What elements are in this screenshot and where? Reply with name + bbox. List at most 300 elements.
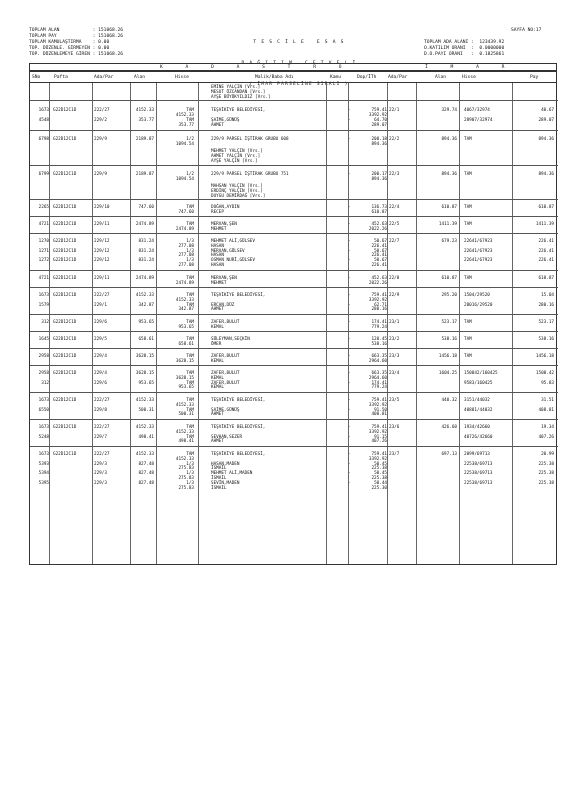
header-ratio-line: TOPLAM ADA ALANI : 123439.92 [424,40,505,45]
cell-alan: 500.31 [138,407,154,413]
cell-adapar: 229/8 [94,407,107,413]
cell-pafta: G22D12C1D [53,239,77,244]
cell-alan: 4152.33 [135,452,154,457]
col-hisse: Hisse [175,75,189,80]
cell-malik: DOĞAN,AYDIN [211,205,240,210]
cell-pay: 19.34 [541,425,554,430]
cell-ihisse: 22538/69713 [464,461,493,467]
cell-malik: AHMET [211,439,224,445]
cell-dop: 610.87 [371,209,387,215]
row-separator [30,392,558,393]
cell-malik: TEŞVİKİYE BELEDİYESİ, [211,108,266,113]
cell-pafta: G22D12C1D [53,425,77,430]
cell-hisse: 2474.89 [175,226,194,232]
cell-adapar: 222/27 [94,108,110,113]
cell-ihisse: 2099/69713 [464,452,490,457]
cell-sno: 1645 [38,337,49,342]
cell-ialan: 523.17 [441,320,457,325]
cell-dop: 779.24 [371,385,387,391]
title-line-1: T E S C İ L E E S A S [253,40,345,45]
cell-alan: 2474.89 [135,222,154,227]
cell-hisse: 1/3 [186,258,194,264]
cell-hisse: 277.08 [178,263,194,268]
cell-pafta: G22D12C1D [53,293,77,298]
cell-dop: 2022.26 [368,280,387,286]
cell-sno: 2265 [38,205,49,210]
cell-pay: 538.16 [538,337,554,342]
cell-malik: 229/9 PARSEL İŞTİRAK GRUBU 751 [211,172,289,177]
cell-pay: 1508.42 [535,371,554,376]
row-separator [30,270,558,271]
cell-dop: 62.71 [374,302,387,308]
cell-hisse: 498.41 [178,439,194,445]
cell-dop: 200.18 [371,137,387,142]
cell-adapar: 229/10 [94,205,110,210]
cell-hisse: TAM [186,320,194,325]
table-row [30,178,558,183]
cell-pay: 225.38 [538,461,554,467]
cell-alan: 658.61 [138,337,154,342]
cell-malik: 229/9 PARSEL İŞTİRAK GRUBU 608 [211,137,289,142]
cell-dop: 91.15 [374,434,387,440]
table-row [30,413,558,418]
cell-alan: 2474.89 [135,276,154,281]
cell-ialan: 1456.18 [438,354,457,359]
cell-malik: ZAFER,BULUT [211,371,240,376]
cell-adapar: 229/12 [94,239,110,244]
cell-malik: MERVAN,ŞEN [211,276,237,281]
cell-ihisse: TAM [464,137,472,142]
cell-malik: İSMAİL [211,485,227,491]
cell-hisse: TAM [186,452,194,457]
imar-label: İ M A R [425,65,515,70]
cell-hisse: 953.65 [178,324,194,330]
header-total-line: TOP. DÜZENLEMEYE GİREN : 151068.26 [29,52,124,57]
cell-kamu: - [348,222,351,227]
cell-hisse: 1/3 [186,239,194,244]
cell-ialan: 610.87 [441,276,457,281]
cell-ihisse: 22538/69713 [464,471,493,477]
header-total-line: TOPLAM PAY : 151068.26 [29,34,124,39]
cell-iadapar: 23/7 [389,452,400,457]
cell-dop: 136.73 [371,205,387,210]
cell-malik: MAHSAN YALÇIN [Vrs.] [211,184,263,189]
cell-pay: 280.16 [538,302,554,308]
cell-malik: AHMET [211,412,224,418]
cell-dop: 3392.92 [368,429,387,435]
cell-dop: 663.35 [371,354,387,359]
cell-adapar: 229/9 [94,137,107,142]
cell-dop: 407.26 [371,439,387,445]
cell-dop: 452.63 [371,276,387,281]
cell-kamu: - [348,407,351,413]
cell-dop: 2964.60 [368,358,387,364]
cell-hisse: 275.83 [178,466,194,472]
cell-malik: ERCAN,DÜZ [211,302,235,308]
cell-ialan: 329.74 [441,108,457,113]
cell-dop: 174.41 [371,380,387,386]
cell-sno: 1271 [38,248,49,254]
cell-alan: 953.65 [138,380,154,386]
cell-hisse: TAM [186,371,194,376]
cell-malik: MEHMET YALÇIN [Vrs.] [211,149,263,154]
cell-iadapar: 23/4 [389,371,400,376]
cell-ihisse: 4067/32974 [464,108,490,113]
cell-adapar: 229/5 [94,337,107,342]
title-line-3: ( İMAR PARSELİNE SIRALI ) [249,82,349,87]
cell-dop: 538.16 [371,341,387,347]
cell-kamu: - [348,371,351,376]
cell-pay: 20.99 [541,452,554,457]
cell-hisse: 4152.33 [175,297,194,303]
cell-malik: AHMET [211,122,224,128]
cell-alan: 831.24 [138,258,154,264]
cell-malik: ZAFER,BULUT [211,354,240,359]
cell-dop: 50.45 [374,461,387,467]
cell-ialan: 295.20 [441,293,457,298]
cell-sno: 4548 [38,118,49,123]
cell-pay: 15.04 [541,293,554,298]
cell-pay: 226.41 [538,239,554,244]
cell-iadapar: 22/2 [389,137,400,142]
cell-malik: AHMET [211,307,224,313]
cell-ihisse: 150842/160425 [464,371,498,376]
cell-sno: 312 [41,320,49,325]
cell-dop: 759.41 [371,425,387,430]
cell-dop: 894.36 [371,176,387,182]
cell-dop: 120.45 [371,337,387,342]
cell-pay: 225.38 [538,480,554,486]
cell-dop: 225.38 [371,466,387,472]
cell-dop: 225.38 [371,476,387,481]
cell-adapar: 222/27 [94,452,110,457]
cell-malik: DUYGU DEMİRDAĞ [Vrs.] [211,193,266,199]
kadastro-label: K A D A S T R O [160,65,352,70]
table-row [30,386,558,391]
cell-kamu: - [348,461,351,467]
cell-sno: 1673 [38,108,49,113]
cell-hisse: TAM [186,118,194,123]
cell-sno: 5248 [38,434,49,440]
table-row [30,264,558,269]
cell-malik: MERVAN,GÜLSEV [211,248,245,254]
cell-ialan: 610.87 [441,205,457,210]
cell-pafta: G22D12C1D [53,452,77,457]
title-line-2: D A Ğ I T I M C E T V E L İ [241,61,357,66]
cell-ihisse: TAM [464,354,472,359]
cell-pay: 225.38 [538,471,554,477]
cell-kamu: - [348,380,351,386]
cell-pay: 289.07 [538,118,554,123]
cell-hisse: TAM [186,354,194,359]
cell-dop: 759.41 [371,452,387,457]
cell-hisse: TAM [186,407,194,413]
cell-pay: 407.26 [538,434,554,440]
header-ratio-line: O.KATILIM ORANI : 0.0000000 [424,46,505,51]
cell-iadapar: 22/7 [389,239,400,244]
cell-ihisse: 28016/29520 [464,302,493,308]
table-row [30,160,558,165]
cell-kamu: - [348,302,351,308]
cell-sno: 2958 [38,371,49,376]
cell-hisse: 2474.89 [175,280,194,286]
cell-adapar: 229/6 [94,320,107,325]
cell-ialan: 1604.25 [438,371,457,376]
col-pay: Pay [530,75,539,80]
cell-pafta: G22D12C1D [53,337,77,342]
cell-pay: 894.36 [538,172,554,177]
cell-adapar: 222/27 [94,398,110,403]
table-row [30,124,558,129]
cell-dop: 50.67 [374,248,387,254]
cell-adapar: 229/12 [94,258,110,264]
cell-malik: TEŞVİKİYE BELEDİYESİ, [211,293,266,298]
cell-pay: 95.83 [541,380,554,386]
cell-kamu: - [348,172,351,177]
table-row [30,326,558,331]
cell-alan: 4152.33 [135,398,154,403]
cell-dop: 759.41 [371,108,387,113]
cell-pafta: G22D12C1D [53,320,77,325]
cell-alan: 3628.15 [135,371,154,376]
distribution-table [29,83,557,565]
cell-alan: 831.24 [138,239,154,244]
cell-iadapar: 23/3 [389,354,400,359]
table-row [30,211,558,216]
cell-hisse: 4152.33 [175,112,194,118]
cell-ialan: 894.36 [441,172,457,177]
cell-malik: MEHMET ALİ,GÜLSEV [211,239,255,244]
cell-ialan: 697.13 [441,452,457,457]
cell-malik: ŞAİME,GÜNÜŞ [211,118,240,123]
cell-malik: MESUT ÖZCANDAN [Vrs.] [211,89,266,95]
cell-dop: 452.63 [371,222,387,227]
cell-dop: 759.41 [371,293,387,298]
table-row [30,487,558,492]
cell-iadapar: 23/1 [389,320,400,325]
cell-dop: 50.67 [374,258,387,264]
cell-malik: SÜLEYMAN,SEÇKİN [211,337,250,342]
col-malik: Malik/Baba Adı [255,75,294,80]
cell-malik: SEVHAN,SEZER [211,434,243,440]
cell-hisse: TAM [186,276,194,281]
col-imar-hisse: Hisse [462,75,476,80]
cell-pafta: G22D12C1D [53,248,77,254]
cell-iadapar: 22/5 [389,222,400,227]
cell-malik: KEMAL [211,324,224,330]
cell-adapar: 229/7 [94,434,107,440]
cell-ialan: 894.36 [441,137,457,142]
cell-iadapar: 22/3 [389,172,400,177]
cell-adapar: 229/11 [94,222,110,227]
cell-ihisse: 1934/42660 [464,425,490,430]
cell-iadapar: 23/6 [389,425,400,430]
cell-ihisse: 40881/44032 [464,407,493,413]
cell-alan: 827.48 [138,480,154,486]
cell-sno: 6798 [38,137,49,142]
cell-pafta: G22D12C1D [53,258,77,264]
table-row [30,228,558,233]
cell-malik: İSMAİL [211,476,227,481]
col-dop: Dop/İTh [357,75,377,80]
cell-hisse: TAM [186,380,194,386]
cell-kamu: - [348,118,351,123]
col-alan: Alan [134,75,146,80]
cell-dop: 226.41 [371,243,387,249]
col-adapar: Ada/Par [94,75,114,80]
cell-hisse: TAM [186,108,194,113]
cell-hisse: 4152.33 [175,429,194,435]
cell-pafta: G22D12C1D [53,371,77,376]
cell-hisse: TAM [186,302,194,308]
cell-sno: 1673 [38,425,49,430]
cell-hisse: 3628.15 [175,375,194,381]
cell-malik: AYŞE BÜYÜKYILDIZ [Vrs.] [211,94,271,100]
cell-malik: ZAFER,BULUT [211,380,240,386]
header-total-line: TOPLAM KAMULAŞTIRMA : 0.00 [29,40,110,45]
row-separator [30,287,558,288]
cell-dop: 200.17 [371,172,387,177]
cell-sno: 6550 [38,407,49,413]
cell-kamu: - [348,425,351,430]
col-imar-alan: Alan [435,75,447,80]
cell-alan: 953.65 [138,320,154,325]
cell-kamu: - [348,258,351,264]
cell-ihisse: TAM [464,205,472,210]
cell-kamu: - [348,337,351,342]
cell-dop: 174.41 [371,320,387,325]
table-row [30,360,558,365]
cell-malik: HASAN [211,253,224,259]
col-kamu: Kamu [330,75,342,80]
cell-malik: AHMET YALÇIN [Vrs.] [211,153,261,159]
section-band [29,63,557,71]
cell-adapar: 229/4 [94,371,107,376]
cell-dop: 3392.92 [368,402,387,408]
row-separator [30,419,558,420]
cell-sno: 1673 [38,293,49,298]
cell-ihisse: 40726/42660 [464,434,493,440]
cell-hisse: 953.65 [178,385,194,391]
cell-dop: 2022.26 [368,226,387,232]
cell-hisse: 500.31 [178,412,194,418]
cell-ihisse: 3151/44032 [464,398,490,403]
cell-pafta: G22D12C1D [53,398,77,403]
cell-alan: 831.24 [138,248,154,254]
cell-ihisse: 28907/32974 [464,118,493,123]
cell-ihisse: TAM [464,337,472,342]
row-separator [30,233,558,234]
cell-dop: 91.50 [374,407,387,413]
cell-hisse: 4152.33 [175,456,194,462]
cell-sno: 2958 [38,354,49,359]
cell-hisse: 353.77 [178,122,194,128]
table-row [30,96,558,101]
table-row [30,282,558,287]
cell-pay: 31.51 [541,398,554,403]
cell-dop: 280.16 [371,307,387,313]
cell-malik: HASAN [211,243,224,249]
cell-alan: 498.41 [138,434,154,440]
cell-malik: TEŞVİKİYE BELEDİYESİ, [211,398,266,403]
cell-pafta: G22D12C1D [53,222,77,227]
cell-malik: ÖMER [211,341,222,347]
cell-hisse: 1094.54 [175,176,194,182]
cell-hisse: 1/3 [186,480,194,486]
cell-malik: KEMAL [211,375,224,381]
cell-hisse: 1/3 [186,471,194,477]
cell-pay: 1456.18 [535,354,554,359]
cell-alan: 2189.87 [135,172,154,177]
table-row [30,143,558,148]
cell-malik: ZAFER,BULUT [211,320,240,325]
cell-hisse: 1094.54 [175,141,194,147]
cell-hisse: 342.87 [178,307,194,313]
cell-adapar: 229/6 [94,380,107,386]
cell-hisse: 277.08 [178,243,194,249]
cell-hisse: 3628.15 [175,358,194,364]
cell-kamu: - [348,434,351,440]
cell-alan: 747.60 [138,205,154,210]
cell-hisse: TAM [186,222,194,227]
cell-malik: EMİNE YALÇIN [Vrs.] [211,85,261,90]
cell-dop: 50.45 [374,471,387,477]
cell-malik: HASAN [211,263,224,268]
cell-ialan: 440.32 [441,398,457,403]
cell-pay: 610.87 [538,205,554,210]
row-separator [30,446,558,447]
row-separator [30,130,558,131]
cell-ihisse: TAM [464,276,472,281]
cell-dop: 663.35 [371,371,387,376]
cell-hisse: 1/3 [186,248,194,254]
cell-sno: 1579 [38,302,49,308]
cell-malik: AYŞE YALÇIN [Vrs.] [211,158,258,164]
cell-malik: MEHMET ALİ,MADEN [211,471,253,477]
cell-malik: MEHMET [211,226,227,232]
column-headers [29,71,557,83]
cell-malik: ERDİNÇ YALÇIN [Vrs.] [211,188,263,194]
cell-pay: 408.81 [538,407,554,413]
cell-hisse: 275.83 [178,476,194,481]
cell-kamu: - [348,239,351,244]
cell-pafta: G22D12C1D [53,205,77,210]
cell-hisse: TAM [186,205,194,210]
header-ratio-line: D.O.PAYI ORANI : 0.1825861 [424,52,505,57]
cell-sno: 5393 [38,461,49,467]
cell-adapar: 229/1 [94,302,107,308]
cell-malik: KEMAL [211,358,224,364]
cell-ialan: 538.16 [441,337,457,342]
col-sno: SNo [32,75,41,80]
cell-adapar: 229/4 [94,354,107,359]
cell-hisse: TAM [186,434,194,440]
cell-alan: 827.48 [138,461,154,467]
cell-kamu: - [348,480,351,486]
cell-sno: 4721 [38,222,49,227]
cell-dop: 408.81 [371,412,387,418]
cell-kamu: - [348,293,351,298]
cell-sno: 5395 [38,480,49,486]
cell-malik: HASAN,MADEN [211,461,240,467]
cell-kamu: - [348,398,351,403]
cell-malik: TEŞVİKİYE BELEDİYESİ, [211,425,266,430]
cell-sno: 1673 [38,398,49,403]
cell-pafta: G22D12C1D [53,354,77,359]
cell-adapar: 229/2 [94,118,107,123]
row-separator [30,331,558,332]
cell-adapar: 229/11 [94,276,110,281]
